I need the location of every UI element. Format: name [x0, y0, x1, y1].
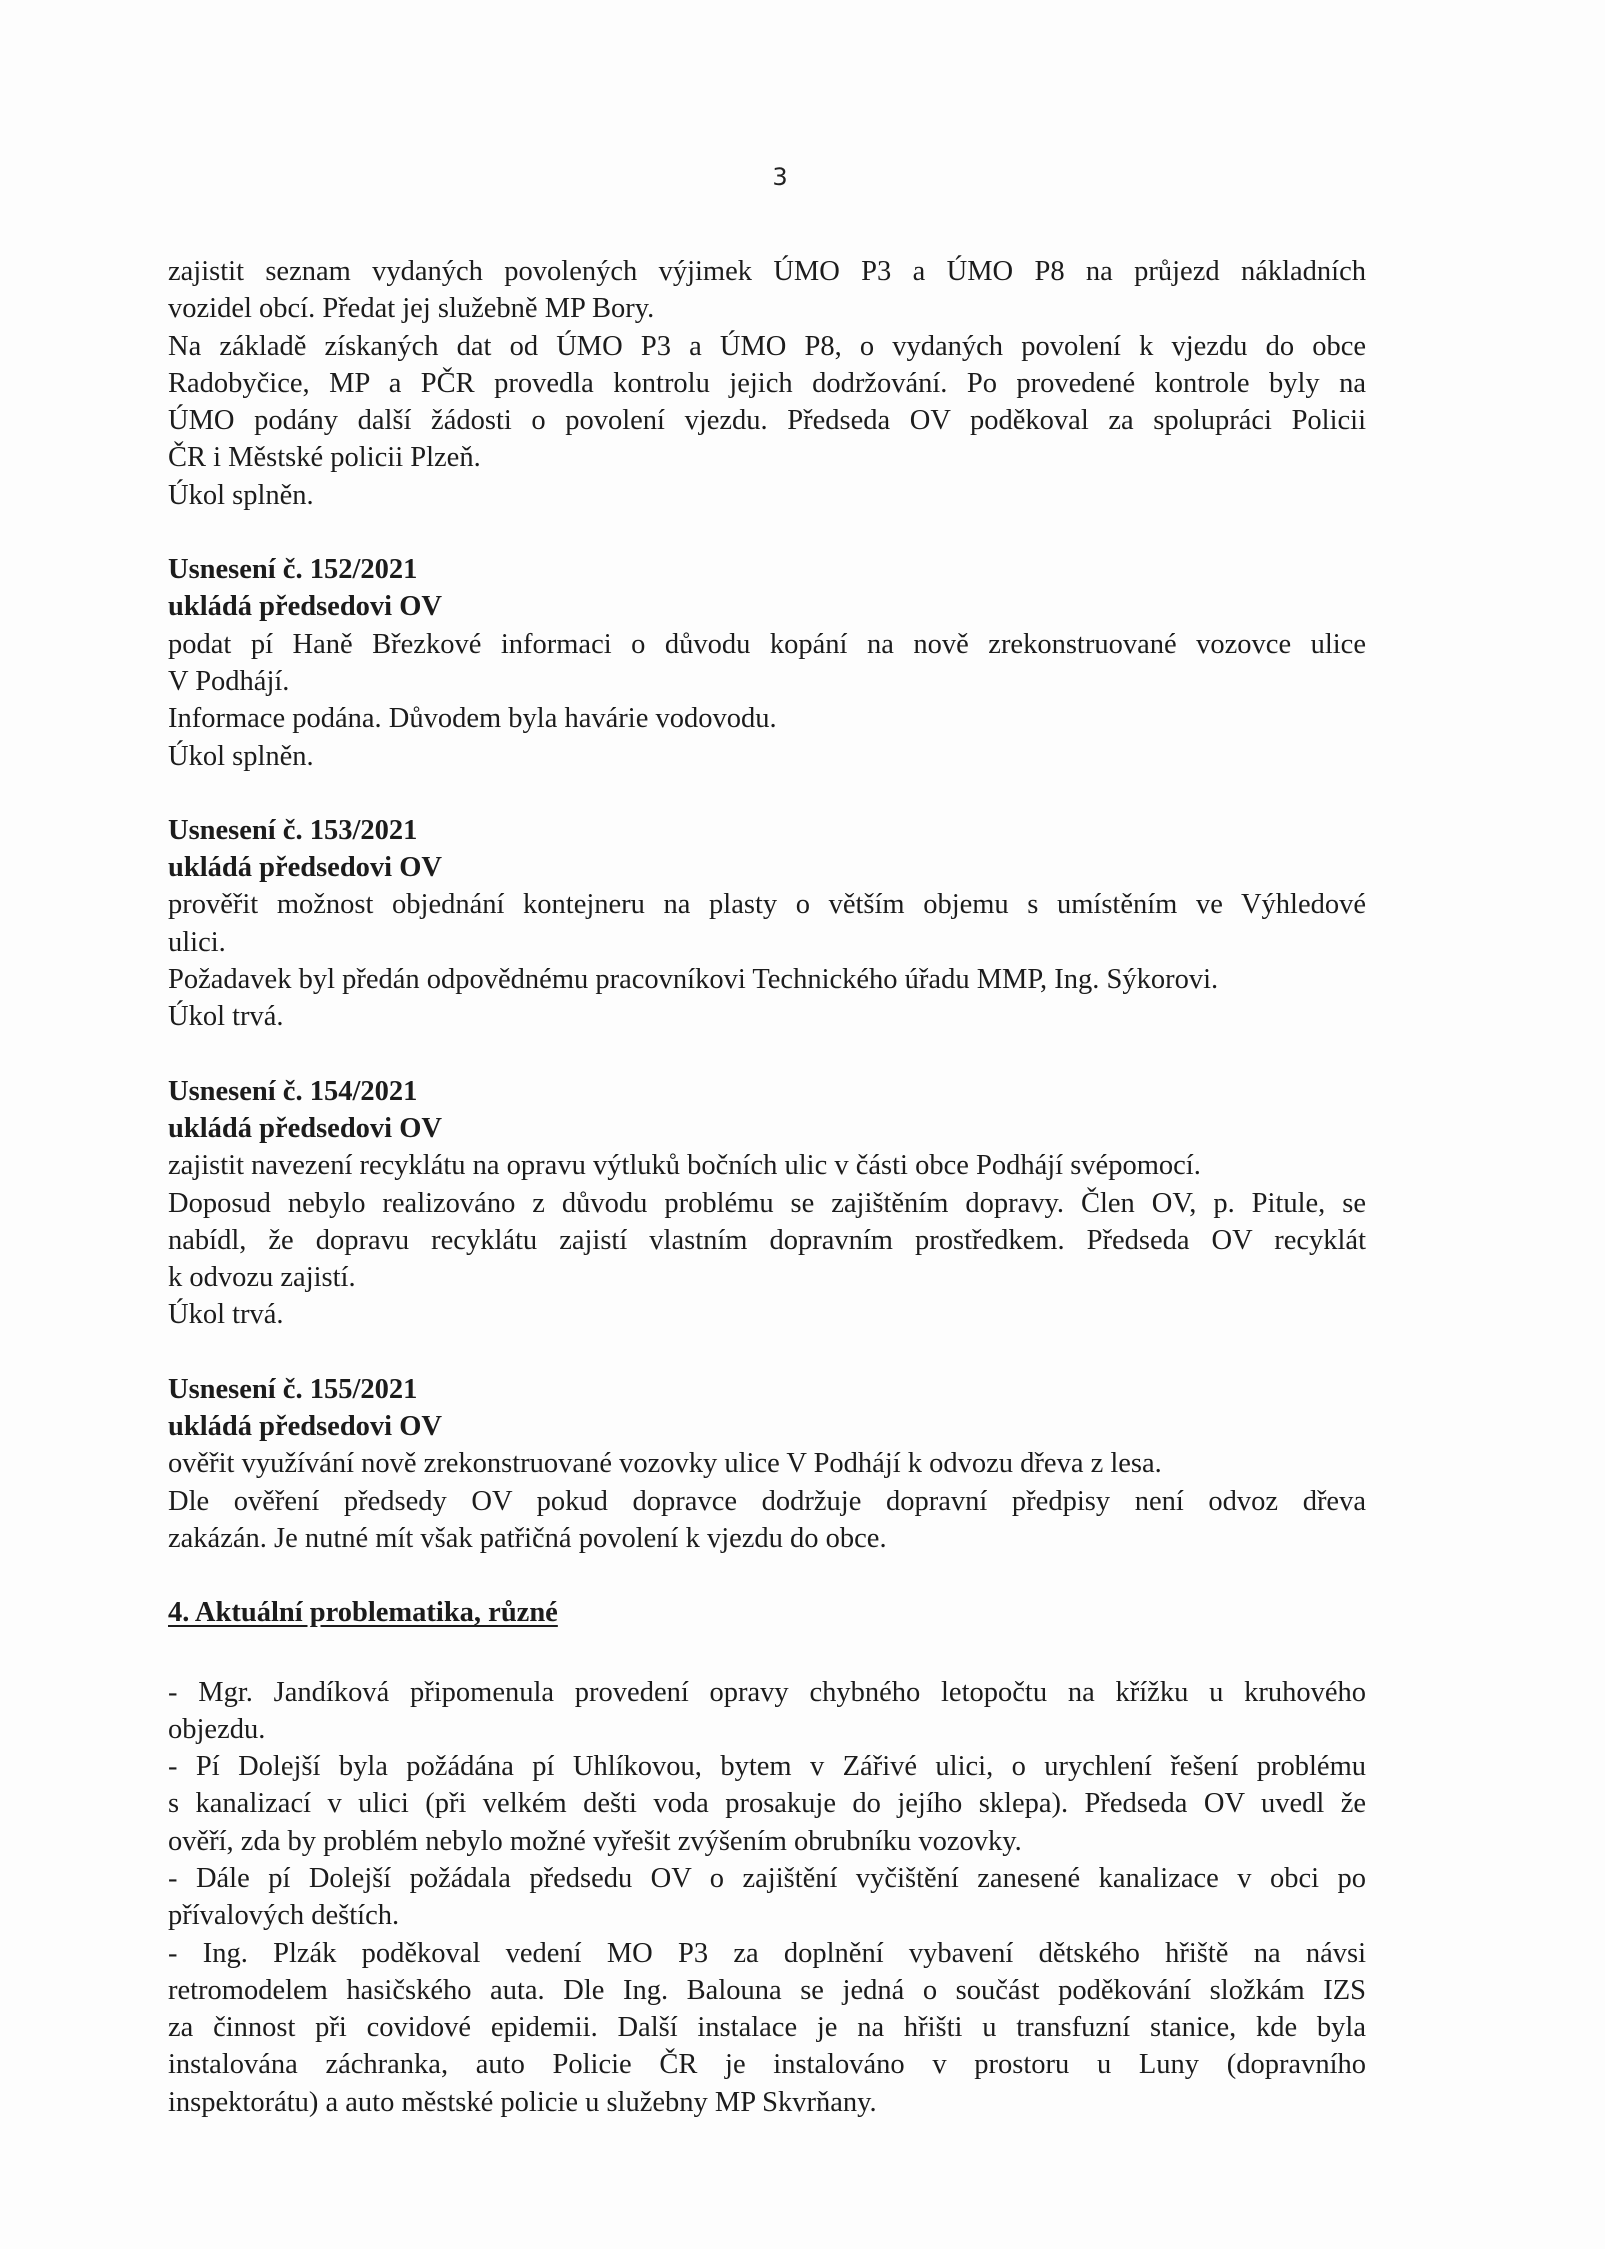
text-line: Požadavek byl předán odpovědnému pracovníkovi Technického úřadu MMP, Ing. Sýkorovi. — [168, 964, 1219, 996]
resolution-154 — [168, 1073, 1366, 1334]
text-line: - Ing. Plzák poděkoval vedení MO P3 za doplnění vybavení dětského hřiště na návsi — [168, 1937, 1366, 1969]
text-line: - Pí Dolejší byla požádána pí Uhlíkovou, bytem v Zářivé ulici, o urychlení řešení problému — [168, 1751, 1366, 1783]
text-line: - Dále pí Dolejší požádala předsedu OV o zajištění vyčištění zanesené kanalizace v obci po — [168, 1862, 1366, 1894]
resolution-152 — [168, 551, 1366, 775]
text-line: zakázán. Je nutné mít však patřičná povolení k vjezdu do obce. — [168, 1522, 887, 1554]
text-line: podat pí Haně Březkové informaci o důvodu kopání na nově zrekonstruované vozovce ulice — [168, 628, 1366, 660]
document-body — [168, 253, 1366, 2121]
text-line: Úkol splněn. — [168, 479, 314, 511]
text-line: zajistit navezení recyklátu na opravu výtluků bočních ulic v části obce Podhájí svépomocí. — [168, 1150, 1201, 1182]
resolution-action: ukládá předsedovi OV — [168, 1411, 442, 1443]
text-line: k odvozu zajistí. — [168, 1262, 356, 1294]
resolution-number: Usnesení č. 154/2021 — [168, 1075, 418, 1107]
resolution-action: ukládá předsedovi OV — [168, 1112, 442, 1144]
section-4-body — [168, 1674, 1366, 2122]
resolution-number: Usnesení č. 155/2021 — [168, 1373, 418, 1405]
text-line: Na základě získaných dat od ÚMO P3 a ÚMO P8, o vydaných povolení k vjezdu do obce — [168, 330, 1366, 362]
text-line: retromodelem hasičského auta. Dle Ing. Balouna se jedná o součást poděkování složkám IZS — [168, 1974, 1366, 2006]
text-line: Dle ověření předsedy OV pokud dopravce dodržuje dopravní předpisy není odvoz dřeva — [168, 1485, 1366, 1517]
resolution-action: ukládá předsedovi OV — [168, 591, 442, 623]
text-line: V Podhájí. — [168, 665, 290, 697]
text-line: s kanalizací v ulici (při velkém dešti voda prosakuje do jejího sklepa). Předseda OV uvedl že — [168, 1788, 1366, 1820]
text-line: objezdu. — [168, 1713, 266, 1745]
section-4 — [168, 1594, 1366, 1631]
text-line: instalována záchranka, auto Policie ČR je instalováno v prostoru u Luny (dopravního — [168, 2049, 1366, 2081]
text-line: Informace podána. Důvodem byla havárie vodovodu. — [168, 703, 777, 735]
text-line: ulici. — [168, 926, 226, 958]
resolution-number: Usnesení č. 153/2021 — [168, 814, 418, 846]
section-heading: 4. Aktuální problematika, různé — [168, 1597, 558, 1629]
text-line: za činnost při covidové epidemii. Další instalace je na hřišti u transfuzní stanice, kde byla — [168, 2012, 1366, 2044]
resolution-action: ukládá předsedovi OV — [168, 852, 442, 884]
text-line: vozidel obcí. Předat jej služebně MP Bory. — [168, 293, 655, 325]
text-line: nabídl, že dopravu recyklátu zajistí vlastním dopravním prostředkem. Předseda OV recyklát — [168, 1224, 1366, 1256]
text-line: přívalových deštích. — [168, 1900, 400, 1932]
text-line: - Mgr. Jandíková připomenula provedení opravy chybného letopočtu na křížku u kruhového — [168, 1676, 1366, 1708]
text-line: Úkol trvá. — [168, 1001, 284, 1033]
text-line: ÚMO podány další žádosti o povolení vjezdu. Předseda OV poděkoval za spolupráci Policii — [168, 405, 1366, 437]
text-line: prověřit možnost objednání kontejneru na plasty o větším objemu s umístěním ve Výhledové — [168, 889, 1366, 921]
text-line: Doposud nebylo realizováno z důvodu problému se zajištěním dopravy. Člen OV, p. Pitule, se — [168, 1187, 1366, 1219]
text-line: ČR i Městské policii Plzeň. — [168, 442, 481, 474]
resolution-155 — [168, 1371, 1366, 1557]
text-line: Radobyčice, MP a PČR provedla kontrolu jejich dodržování. Po provedené kontrole byly na — [168, 367, 1366, 399]
text-line: Úkol trvá. — [168, 1299, 284, 1331]
text-line: ověří, zda by problém nebylo možné vyřešit zvýšením obrubníku vozovky. — [168, 1825, 1022, 1857]
text-line: zajistit seznam vydaných povolených výjimek ÚMO P3 a ÚMO P8 na průjezd nákladních — [168, 256, 1366, 287]
text-line: Úkol splněn. — [168, 740, 314, 772]
resolution-number: Usnesení č. 152/2021 — [168, 554, 418, 586]
text-line: inspektorátu) a auto městské policie u služebny MP Skvrňany. — [168, 2086, 877, 2118]
text-line: ověřit využívání nově zrekonstruované vozovky ulice V Podhájí k odvozu dřeva z lesa. — [168, 1448, 1162, 1480]
intro-paragraph — [168, 253, 1366, 514]
page-number: 3 — [772, 163, 788, 191]
resolution-153 — [168, 812, 1366, 1036]
